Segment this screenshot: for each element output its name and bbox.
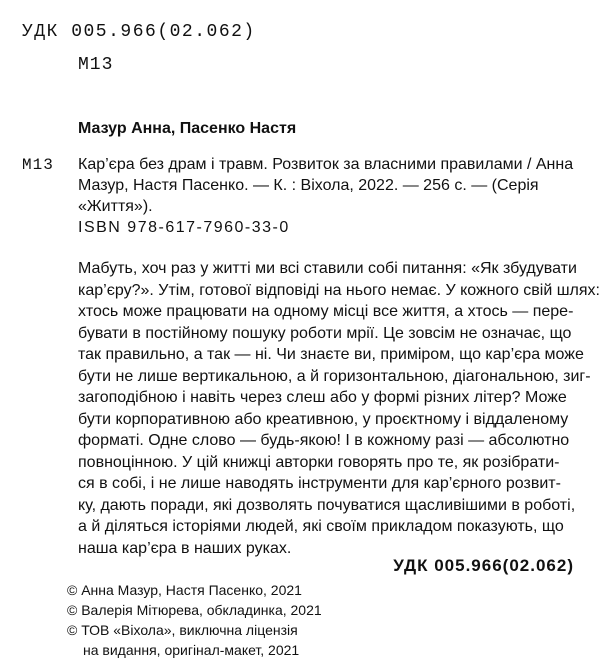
- copyright-publisher-continued: на видання, оригінал-макет, 2021: [83, 642, 300, 658]
- annotation-line: ся в собі, і не лише наводять інструменти для кар’єрного розвит-: [78, 475, 561, 492]
- annotation-line: бути не лише вертикальною, а й горизонтальною, діагональною, зиг-: [78, 367, 591, 385]
- authors-heading: Мазур Анна, Пасенко Настя: [78, 120, 297, 137]
- copyright-publisher: © ТОВ «Віхола», виключна ліцензія: [67, 622, 298, 638]
- author-mark-side: М13: [22, 156, 54, 174]
- copyright-block: [67, 580, 322, 660]
- annotation-line: бувати в постійному пошуку роботи мрії. Це зовсім не означає, що: [78, 324, 572, 342]
- annotation-line: повноцінною. У цій книжці авторки говорять про те, як розібрати-: [78, 453, 560, 471]
- annotation-line: бути корпоративною або креативною, у проєктному і віддаленому: [78, 410, 569, 428]
- udk-classification-top: УДК 005.966(02.062): [22, 22, 256, 42]
- annotation-line: ку, дають поради, які дозволять почуватися щасливішими в роботі,: [78, 496, 576, 514]
- annotation-line: а й діляться історіями людей, які своїм прикладом показують, що: [78, 518, 564, 535]
- annotation-line: так правильно, а так — ні. Чи знаєте ви, приміром, що кар’єра може: [78, 346, 584, 363]
- annotation-line: хтось може працювати на одному місці все життя, а хтось — пере-: [78, 303, 574, 320]
- author-mark-top: М13: [78, 55, 114, 75]
- copyright-authors: © Анна Мазур, Настя Пасенко, 2021: [67, 582, 302, 598]
- annotation-line: форматі. Одне слово — будь-якою! І в кожному разі — абсолютно: [78, 432, 570, 449]
- annotation-line: наша кар’єра в наших руках.: [78, 539, 292, 557]
- annotation-line: загоподібною і навіть через слеш або у формі різних літер? Може: [78, 389, 567, 406]
- annotation-paragraph: [78, 258, 600, 559]
- annotation-line: Мабуть, хоч раз у житті ми всі ставили собі питання: «Як збудувати: [78, 260, 577, 277]
- bibliographic-description: Кар’єра без драм і травм. Розвиток за власними правилами / Анна Мазур, Настя Пасенко. — К. : Віхола, 2022. — 256 с. — (Серія «Життя»).: [78, 156, 574, 215]
- annotation-line: кар’єру?». Утім, готової відповіді на нього немає. У кожного свій шлях:: [78, 281, 600, 299]
- isbn-number: ISBN 978-617-7960-33-0: [78, 219, 290, 236]
- copyright-cover: © Валерія Мітюрева, обкладинка, 2021: [67, 602, 322, 618]
- udk-classification-bottom: УДК 005.966(02.062): [393, 556, 574, 575]
